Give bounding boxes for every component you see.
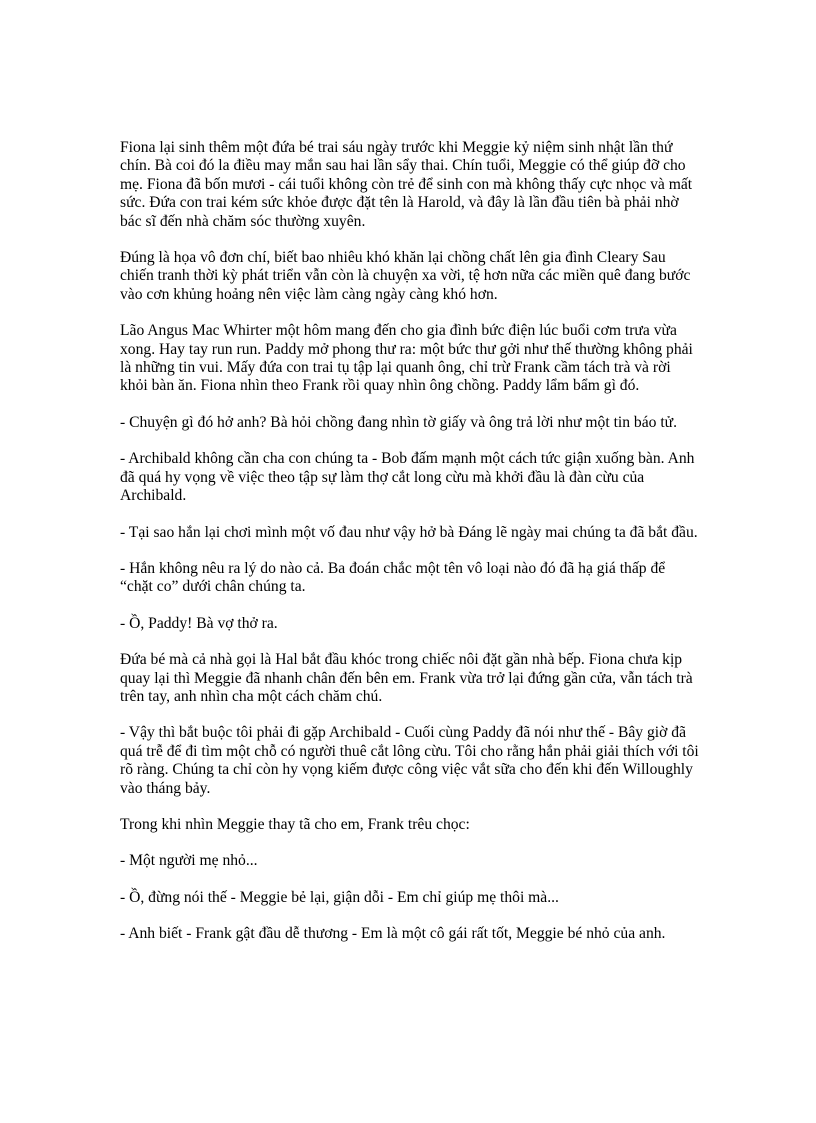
paragraph: - Archibald không cần cha con chúng ta - Bob đấm mạnh một cách tức giận xuống bàn. Anh đã quá hy vọng về việc theo tập sự làm thợ cắt long cừu mà khởi đầu là đàn cừu của Archibald. (120, 450, 695, 505)
paragraph: - Một người mẹ nhỏ... (120, 852, 258, 870)
paragraph: Lão Angus Mac Whirter một hôm mang đến cho gia đình bức điện lúc buổi cơm trưa vừa xong. Hay tay run run. Paddy mở phong thư ra: một bức thư gởi như thế thường không phải là những tin vui. Mấy đứa con trai tụ tập lại quanh ông, chỉ trừ Frank cầm tách trà và rời khỏi bàn ăn. Fiona nhìn theo Frank rồi quay nhìn ông chồng. Paddy lẩm bẩm gì đó. (120, 322, 693, 395)
paragraph: Trong khi nhìn Meggie thay tã cho em, Frank trêu chọc: (120, 815, 470, 833)
paragraph: - Hắn không nêu ra lý do nào cả. Ba đoán chắc một tên vô loại nào đó đã hạ giá thấp để “chặt co” dưới chân chúng ta. (120, 559, 666, 596)
paragraph: - Chuyện gì đó hở anh? Bà hỏi chồng đang nhìn tờ giấy và ông trả lời như một tin báo tử. (120, 413, 678, 431)
paragraph: Đúng là họa vô đơn chí, biết bao nhiêu khó khăn lại chồng chất lên gia đình Cleary Sau chiến tranh thời kỳ phát triển vẫn còn là chuyện xa vời, tệ hơn nữa các miền quê đang bước vào cơn khủng hoảng nên việc làm càng ngày càng khó hơn. (120, 249, 691, 303)
paragraph: - Anh biết - Frank gật đầu dễ thương - Em là một cô gái rất tốt, Meggie bé nhỏ của anh. (120, 925, 666, 943)
paragraph: - Vậy thì bắt buộc tôi phải đi gặp Archibald - Cuối cùng Paddy đã nói như thế - Bây giờ đã quá trễ để đi tìm một chỗ có người thuê cắt lông cừu. Tôi cho rằng hắn phải giải thích với tôi rõ ràng. Chúng ta chỉ còn hy vọng kiếm được công việc vắt sữa cho đến khi đến Willoughly vào tháng bảy. (120, 724, 699, 797)
paragraph: Fiona lại sinh thêm một đứa bé trai sáu ngày trước khi Meggie kỷ niệm sinh nhật lần thứ chín. Bà coi đó la điều may mắn sau hai lần sẩy thai. Chín tuổi, Meggie có thể giúp đỡ cho mẹ. Fiona đã bốn mươi - cái tuổi không còn trẻ để sinh con mà không thấy cực nhọc và mất sức. Đứa con trai kém sức khỏe được đặt tên là Harold, và đây là lần đầu tiên bà phải nhờ bác sĩ đến nhà chăm sóc thường xuyên. (120, 139, 693, 230)
paragraph: - Ồ, đừng nói thế - Meggie bẻ lại, giận dỗi - Em chỉ giúp mẹ thôi mà... (120, 888, 559, 906)
paragraph: - Tại sao hắn lại chơi mình một vố đau như vậy hở bà Đáng lẽ ngày mai chúng ta đã bắt đầu. (120, 523, 698, 541)
paragraph: - Ồ, Paddy! Bà vợ thở ra. (120, 614, 278, 632)
document-page (120, 139, 700, 962)
paragraph: Đứa bé mà cả nhà gọi là Hal bắt đầu khóc trong chiếc nôi đặt gần nhà bếp. Fiona chưa kịp quay lại thì Meggie đã nhanh chân đến bên em. Frank vừa trở lại đứng gần cửa, vẫn tách trà trên tay, anh nhìn cha một cách chăm chú. (120, 651, 693, 705)
